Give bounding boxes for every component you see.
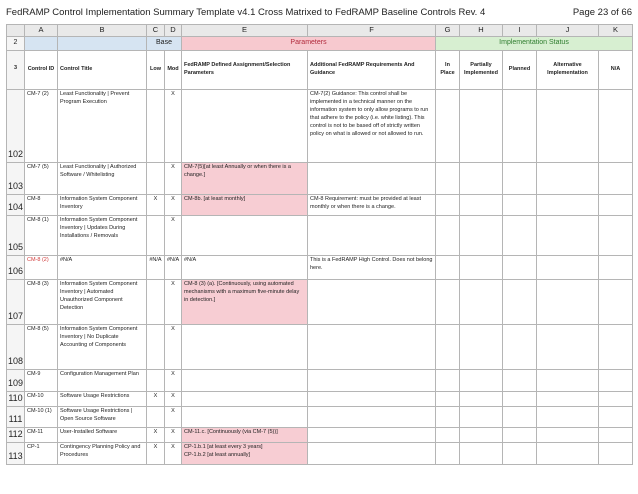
alternative-cell [537, 194, 599, 215]
table-row [7, 324, 633, 369]
control-id: CP-1 [25, 442, 58, 464]
alternative-cell [537, 255, 599, 279]
planned-cell [503, 255, 537, 279]
guidance-cell [308, 406, 436, 427]
control-title: Least Functionality | Prevent Program Execution [58, 89, 147, 162]
planned-cell [503, 162, 537, 194]
in-place-cell [436, 215, 460, 255]
row-number: 102 [7, 89, 25, 162]
planned-cell [503, 391, 537, 406]
control-id: CM-8 (1) [25, 215, 58, 255]
table-row [7, 255, 633, 279]
planned-cell [503, 406, 537, 427]
base-group-header: Base [147, 36, 182, 50]
low-mark [147, 369, 165, 391]
in-place-cell [436, 162, 460, 194]
mod-mark: X [165, 442, 182, 464]
row-number: 105 [7, 215, 25, 255]
control-title: Information System Component Inventory [58, 194, 147, 215]
column-letters-row [7, 25, 633, 37]
col-letter-j: J [537, 25, 599, 37]
header-planned: Planned [503, 50, 537, 89]
low-mark [147, 215, 165, 255]
control-title: Least Functionality | Authorized Software / Whitelisting [58, 162, 147, 194]
mod-mark: X [165, 391, 182, 406]
in-place-cell [436, 442, 460, 464]
control-title: Information System Component Inventory | Updates During Installations / Removals [58, 215, 147, 255]
col-letter-i: I [503, 25, 537, 37]
row-number: 113 [7, 442, 25, 464]
parameter-cell [182, 215, 308, 255]
low-mark [147, 89, 165, 162]
guidance-cell [308, 279, 436, 324]
alternative-cell [537, 406, 599, 427]
col-letter-b: B [58, 25, 147, 37]
row-number: 112 [7, 427, 25, 442]
guidance-cell [308, 215, 436, 255]
na-cell [599, 391, 633, 406]
alternative-cell [537, 279, 599, 324]
col-letter-k: K [599, 25, 633, 37]
control-id: CM-7 (2) [25, 89, 58, 162]
in-place-cell [436, 406, 460, 427]
control-title: Software Usage Restrictions | Open Source Software [58, 406, 147, 427]
mod-mark: X [165, 215, 182, 255]
base-blank-cell [25, 36, 58, 50]
alternative-cell [537, 324, 599, 369]
low-mark [147, 324, 165, 369]
row-number: 107 [7, 279, 25, 324]
row-number: 111 [7, 406, 25, 427]
na-cell [599, 442, 633, 464]
header-in-place: In Place [436, 50, 460, 89]
header-fedramp-parameters: FedRAMP Defined Assignment/Selection Parameters [182, 50, 308, 89]
col-letter-h: H [460, 25, 503, 37]
page-header [6, 4, 632, 22]
guidance-cell [308, 162, 436, 194]
control-id: CM-11 [25, 427, 58, 442]
planned-cell [503, 324, 537, 369]
row-number: 3 [7, 50, 25, 89]
row-number: 106 [7, 255, 25, 279]
guidance-cell [308, 324, 436, 369]
planned-cell [503, 194, 537, 215]
parameter-cell [182, 324, 308, 369]
planned-cell [503, 427, 537, 442]
mod-mark: X [165, 162, 182, 194]
row-number: 104 [7, 194, 25, 215]
row-number: 110 [7, 391, 25, 406]
in-place-cell [436, 391, 460, 406]
header-control-title: Control Title [58, 50, 147, 89]
header-low: Low [147, 50, 165, 89]
control-id: CM-8 (5) [25, 324, 58, 369]
parameter-cell [182, 369, 308, 391]
planned-cell [503, 215, 537, 255]
alternative-cell [537, 89, 599, 162]
partially-cell [460, 369, 503, 391]
col-letter-a: A [25, 25, 58, 37]
planned-cell [503, 369, 537, 391]
parameters-group-header: Parameters [182, 36, 436, 50]
guidance-cell [308, 391, 436, 406]
base-blank-cell [58, 36, 147, 50]
corner-cell [7, 25, 25, 37]
in-place-cell [436, 89, 460, 162]
mod-mark: X [165, 369, 182, 391]
mod-mark: X [165, 194, 182, 215]
planned-cell [503, 89, 537, 162]
parameter-cell [182, 89, 308, 162]
alternative-cell [537, 442, 599, 464]
parameter-cell: CM-7(5)[at least Annually or when there is a change.] [182, 162, 308, 194]
planned-cell [503, 442, 537, 464]
mod-mark: X [165, 324, 182, 369]
na-cell [599, 194, 633, 215]
table-row [7, 406, 633, 427]
in-place-cell [436, 324, 460, 369]
mod-mark: X [165, 89, 182, 162]
row-number: 108 [7, 324, 25, 369]
partially-cell [460, 194, 503, 215]
mod-mark: X [165, 427, 182, 442]
partially-cell [460, 162, 503, 194]
table-row [7, 391, 633, 406]
na-cell [599, 162, 633, 194]
alternative-cell [537, 215, 599, 255]
partially-cell [460, 255, 503, 279]
header-partially-implemented: Partially Implemented [460, 50, 503, 89]
low-mark: X [147, 442, 165, 464]
low-mark: #N/A [147, 255, 165, 279]
mod-mark: #N/A [165, 255, 182, 279]
partially-cell [460, 391, 503, 406]
control-title: Information System Component Inventory | No Duplicate Accounting of Components [58, 324, 147, 369]
group-header-row [7, 36, 633, 50]
control-id: CM-8 (2) [25, 255, 58, 279]
control-title: User-Installed Software [58, 427, 147, 442]
partially-cell [460, 427, 503, 442]
parameter-cell [182, 406, 308, 427]
parameter-cell [182, 391, 308, 406]
na-cell [599, 255, 633, 279]
control-id: CM-10 [25, 391, 58, 406]
control-id: CM-9 [25, 369, 58, 391]
table-row [7, 279, 633, 324]
table-row [7, 162, 633, 194]
controls-table [6, 24, 633, 465]
partially-cell [460, 406, 503, 427]
header-mod: Mod [165, 50, 182, 89]
table-row [7, 427, 633, 442]
alternative-cell [537, 162, 599, 194]
partially-cell [460, 442, 503, 464]
guidance-cell [308, 442, 436, 464]
guidance-cell: This is a FedRAMP High Control. Does not belong here. [308, 255, 436, 279]
control-title: Configuration Management Plan [58, 369, 147, 391]
implementation-group-header: Implementation Status [436, 36, 633, 50]
na-cell [599, 324, 633, 369]
guidance-cell: CM-8 Requirement: must be provided at least monthly or when there is a change. [308, 194, 436, 215]
na-cell [599, 427, 633, 442]
page-number: Page 23 of 66 [572, 7, 632, 18]
in-place-cell [436, 279, 460, 324]
header-additional-requirements: Additional FedRAMP Requirements And Guidance [308, 50, 436, 89]
header-na: N/A [599, 50, 633, 89]
na-cell [599, 89, 633, 162]
col-letter-c: C [147, 25, 165, 37]
in-place-cell [436, 369, 460, 391]
row-number: 109 [7, 369, 25, 391]
control-id: CM-8 [25, 194, 58, 215]
header-row [7, 50, 633, 89]
mod-mark: X [165, 406, 182, 427]
na-cell [599, 406, 633, 427]
low-mark [147, 162, 165, 194]
planned-cell [503, 279, 537, 324]
row-number: 103 [7, 162, 25, 194]
control-id: CM-10 (1) [25, 406, 58, 427]
table-row [7, 194, 633, 215]
control-title: Contingency Planning Policy and Procedures [58, 442, 147, 464]
control-title: Software Usage Restrictions [58, 391, 147, 406]
low-mark: X [147, 194, 165, 215]
mod-mark: X [165, 279, 182, 324]
low-mark [147, 279, 165, 324]
guidance-cell [308, 427, 436, 442]
in-place-cell [436, 255, 460, 279]
low-mark: X [147, 427, 165, 442]
header-control-id: Control ID [25, 50, 58, 89]
low-mark: X [147, 391, 165, 406]
col-letter-g: G [436, 25, 460, 37]
na-cell [599, 215, 633, 255]
na-cell [599, 369, 633, 391]
parameter-cell: #N/A [182, 255, 308, 279]
control-title: #N/A [58, 255, 147, 279]
alternative-cell [537, 427, 599, 442]
control-id: CM-7 (5) [25, 162, 58, 194]
in-place-cell [436, 194, 460, 215]
in-place-cell [436, 427, 460, 442]
partially-cell [460, 215, 503, 255]
table-row [7, 369, 633, 391]
parameter-cell: CM-8b. [at least monthly] [182, 194, 308, 215]
header-alternative-implementation: Alternative Implementation [537, 50, 599, 89]
col-letter-e: E [182, 25, 308, 37]
parameter-cell: CM-8 (3) (a). [Continuously, using automated mechanisms with a maximum five-minute delay in detection.] [182, 279, 308, 324]
low-mark [147, 406, 165, 427]
parameter-line-1: CP-1.b.1 [at least every 3 years] [184, 443, 263, 450]
parameter-cell [182, 442, 308, 464]
table-row [7, 442, 633, 464]
alternative-cell [537, 369, 599, 391]
table-row [7, 215, 633, 255]
guidance-cell: CM-7(2) Guidance: This control shall be implemented in a technical manner on the information system to only allow programs to run that adhere to the policy (i.e. white listing). This control is not to be based off of strictly written policy on what is allowed or not allowed to run. [308, 89, 436, 162]
na-cell [599, 279, 633, 324]
col-letter-d: D [165, 25, 182, 37]
row-number: 2 [7, 36, 25, 50]
partially-cell [460, 279, 503, 324]
parameter-line-2: CP-1.b.2 [at least annually] [184, 451, 251, 458]
document-title: FedRAMP Control Implementation Summary Template v4.1 Cross Matrixed to FedRAMP Baseline Controls Rev. 4 [6, 7, 486, 18]
partially-cell [460, 89, 503, 162]
control-id: CM-8 (3) [25, 279, 58, 324]
parameter-cell: CM-11.c. [Continuously (via CM-7 (5))] [182, 427, 308, 442]
partially-cell [460, 324, 503, 369]
guidance-cell [308, 369, 436, 391]
col-letter-f: F [308, 25, 436, 37]
alternative-cell [537, 391, 599, 406]
table-row [7, 89, 633, 162]
control-title: Information System Component Inventory | Automated Unauthorized Component Detection [58, 279, 147, 324]
